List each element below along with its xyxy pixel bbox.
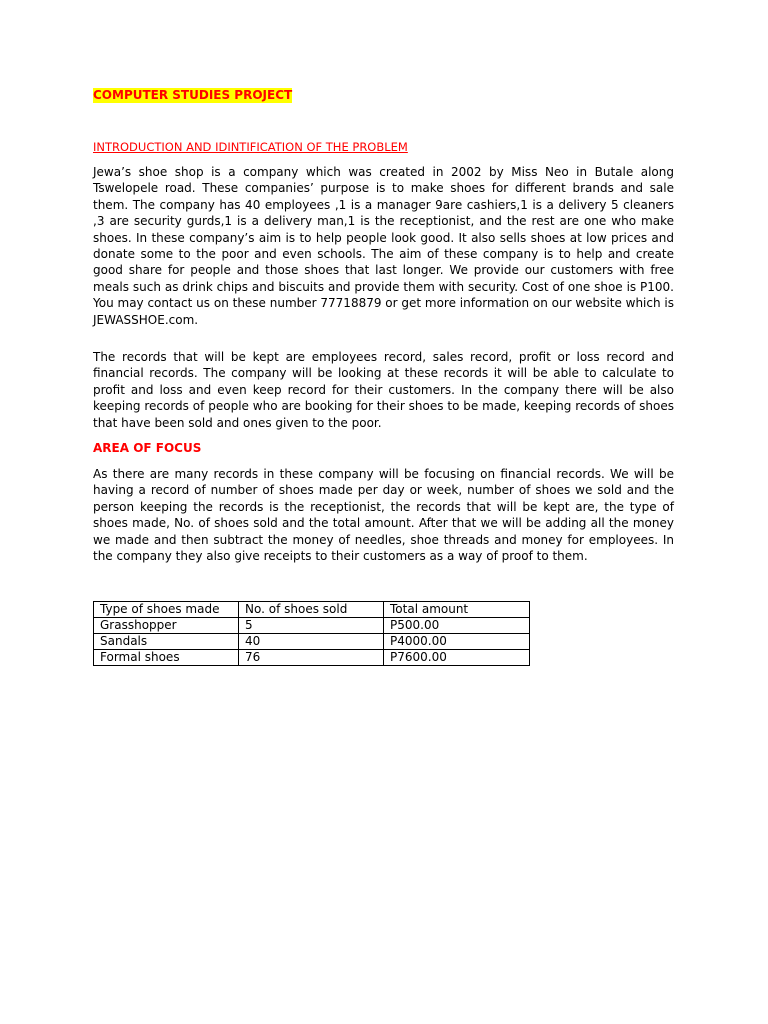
records-paragraph: The records that will be kept are employees record, sales record, profit or loss record and financial records. The company will be looking at these records it will be able to calculate to profit and loss and even keep record for their customers. In the company there will be also keeping records of people who are booking for their shoes to be made, keeping records of shoes that have been sold and ones given to the poor. [93,350,674,430]
table-row [94,650,530,666]
table-header-cell: Total amount [384,602,530,618]
table-cell: P4000.00 [384,634,530,650]
table-cell: 40 [239,634,384,650]
table-cell: Formal shoes [94,650,239,666]
table-header-row [94,602,530,618]
table-cell: Grasshopper [94,618,239,634]
shoe-sales-table [93,601,530,666]
table-row [94,618,530,634]
intro-heading: INTRODUCTION AND IDINTIFICATION OF THE PROBLEM [93,140,408,154]
focus-paragraph: As there are many records in these company will be focusing on financial records. We will be having a record of number of shoes made per day or week, number of shoes we sold and the person keeping the records is the receptionist, the records that will be kept are, the type of shoes made, No. of shoes sold and the total amount. After that we will be adding all the money we made and then subtract the money of needles, shoe threads and money for employees. In the company they also give receipts to their customers as a way of proof to them. [93,467,674,564]
intro-paragraph: Jewa’s shoe shop is a company which was created in 2002 by Miss Neo in Butale along Tswelopele road. These companies’ purpose is to make shoes for different brands and sale them. The company has 40 employees ,1 is a manager 9are cashiers,1 is a delivery 5 cleaners ,3 are security gurds,1 is a delivery man,1 is the receptionist, and the rest are one who make shoes. In these company’s aim is to help people look good. It also sells shoes at low prices and donate some to the poor and even schools. The aim of these company is to help and create good share for people and those shoes that last longer. We provide our customers with free meals such as drink chips and biscuits and provide them with security. Cost of one shoe is P100. You may contact us on these number 77718879 or get more information on our website which is JEWASSHOE.com. [93,165,674,327]
table-header-cell: Type of shoes made [94,602,239,618]
document-title: COMPUTER STUDIES PROJECT [93,88,293,102]
table-cell: P7600.00 [384,650,530,666]
table-row [94,634,530,650]
table-header-cell: No. of shoes sold [239,602,384,618]
table-cell: Sandals [94,634,239,650]
table-cell: 5 [239,618,384,634]
table-cell: P500.00 [384,618,530,634]
table-cell: 76 [239,650,384,666]
focus-heading: AREA OF FOCUS [93,441,202,455]
